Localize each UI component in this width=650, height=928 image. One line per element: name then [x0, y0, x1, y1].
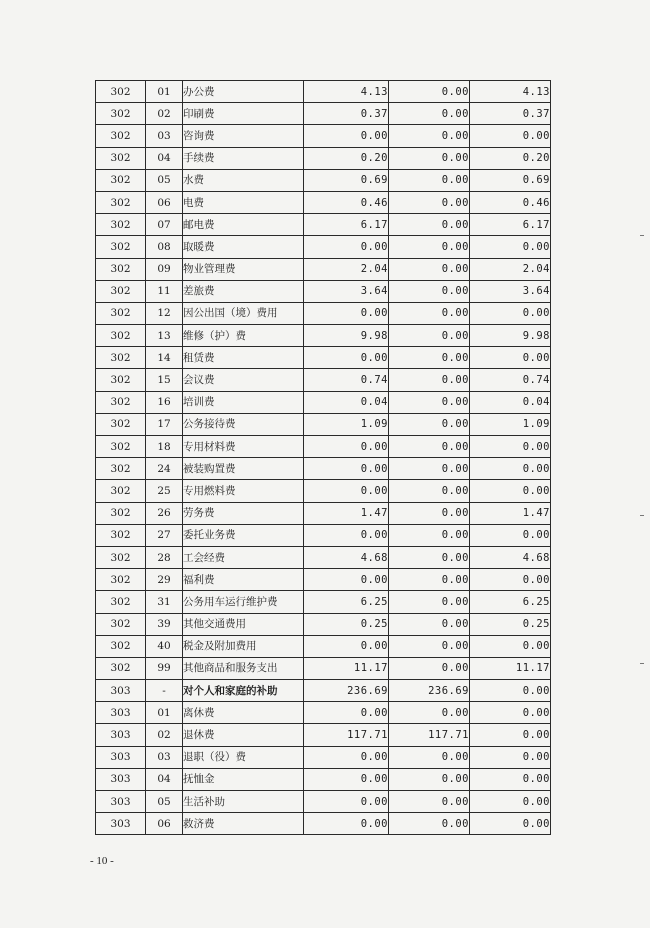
total-amount-cell: 3.64	[304, 280, 389, 302]
project-expenditure-cell: 0.00	[470, 480, 551, 502]
item-code-cell: 17	[146, 413, 183, 435]
total-amount-cell: 9.98	[304, 325, 389, 347]
item-name-cell: 退职（役）费	[183, 746, 304, 768]
project-expenditure-cell: 0.00	[470, 768, 551, 790]
total-amount-cell: 4.68	[304, 546, 389, 568]
project-expenditure-cell: 0.00	[470, 746, 551, 768]
basic-expenditure-cell: 0.00	[389, 746, 470, 768]
margin-tick	[640, 235, 644, 236]
basic-expenditure-cell: 0.00	[389, 302, 470, 324]
class-code-cell: 303	[96, 724, 146, 746]
class-code-cell: 302	[96, 125, 146, 147]
item-name-cell: 水费	[183, 169, 304, 191]
class-code-cell: 302	[96, 258, 146, 280]
total-amount-cell: 0.00	[304, 791, 389, 813]
basic-expenditure-cell: 0.00	[389, 103, 470, 125]
class-code-cell: 302	[96, 214, 146, 236]
total-amount-cell: 6.17	[304, 214, 389, 236]
basic-expenditure-cell: 0.00	[389, 413, 470, 435]
total-amount-cell: 0.00	[304, 702, 389, 724]
basic-expenditure-cell: 0.00	[389, 391, 470, 413]
item-name-cell: 抚恤金	[183, 768, 304, 790]
item-name-cell: 工会经费	[183, 546, 304, 568]
class-code-cell: 302	[96, 635, 146, 657]
project-expenditure-cell: 4.13	[470, 81, 551, 103]
item-name-cell: 退休费	[183, 724, 304, 746]
item-name-cell: 咨询费	[183, 125, 304, 147]
item-code-cell: 16	[146, 391, 183, 413]
project-expenditure-cell: 0.00	[470, 436, 551, 458]
table-row	[96, 635, 551, 657]
project-expenditure-cell: 0.00	[470, 236, 551, 258]
table-row	[96, 436, 551, 458]
item-code-cell: 03	[146, 746, 183, 768]
item-name-cell: 物业管理费	[183, 258, 304, 280]
total-amount-cell: 0.00	[304, 813, 389, 835]
total-amount-cell: 1.09	[304, 413, 389, 435]
item-code-cell: 26	[146, 502, 183, 524]
total-amount-cell: 0.00	[304, 746, 389, 768]
table-row	[96, 768, 551, 790]
project-expenditure-cell: 0.04	[470, 391, 551, 413]
class-code-cell: 302	[96, 591, 146, 613]
class-code-cell: 302	[96, 657, 146, 679]
table-row	[96, 413, 551, 435]
class-code-cell: 302	[96, 347, 146, 369]
table-row	[96, 280, 551, 302]
class-code-cell: 302	[96, 280, 146, 302]
total-amount-cell: 0.00	[304, 347, 389, 369]
table-row	[96, 258, 551, 280]
item-name-cell: 印刷费	[183, 103, 304, 125]
item-name-cell: 维修（护）费	[183, 325, 304, 347]
basic-expenditure-cell: 0.00	[389, 480, 470, 502]
item-name-cell: 对个人和家庭的补助	[183, 680, 304, 702]
page-number: - 10 -	[90, 855, 114, 867]
class-code-cell: 302	[96, 302, 146, 324]
class-code-cell: 303	[96, 680, 146, 702]
table-row	[96, 746, 551, 768]
item-code-cell: 14	[146, 347, 183, 369]
class-code-cell: 302	[96, 413, 146, 435]
item-code-cell: -	[146, 680, 183, 702]
total-amount-cell: 236.69	[304, 680, 389, 702]
project-expenditure-cell: 0.00	[470, 680, 551, 702]
total-amount-cell: 0.00	[304, 125, 389, 147]
total-amount-cell: 2.04	[304, 258, 389, 280]
total-amount-cell: 0.00	[304, 302, 389, 324]
basic-expenditure-cell: 0.00	[389, 191, 470, 213]
table-row	[96, 147, 551, 169]
project-expenditure-cell: 11.17	[470, 657, 551, 679]
item-code-cell: 24	[146, 458, 183, 480]
total-amount-cell: 4.13	[304, 81, 389, 103]
item-name-cell: 离休费	[183, 702, 304, 724]
total-amount-cell: 0.74	[304, 369, 389, 391]
table-body	[96, 81, 551, 835]
item-code-cell: 39	[146, 613, 183, 635]
basic-expenditure-cell: 0.00	[389, 236, 470, 258]
table-row	[96, 702, 551, 724]
item-code-cell: 01	[146, 81, 183, 103]
project-expenditure-cell: 0.00	[470, 347, 551, 369]
basic-expenditure-cell: 0.00	[389, 702, 470, 724]
basic-expenditure-cell: 0.00	[389, 768, 470, 790]
item-name-cell: 差旅费	[183, 280, 304, 302]
basic-expenditure-cell: 0.00	[389, 436, 470, 458]
table-row	[96, 169, 551, 191]
project-expenditure-cell: 0.00	[470, 125, 551, 147]
table-row	[96, 524, 551, 546]
project-expenditure-cell: 0.46	[470, 191, 551, 213]
item-code-cell: 15	[146, 369, 183, 391]
project-expenditure-cell: 0.00	[470, 569, 551, 591]
item-code-cell: 06	[146, 813, 183, 835]
table-row	[96, 325, 551, 347]
table-row	[96, 569, 551, 591]
basic-expenditure-cell: 117.71	[389, 724, 470, 746]
basic-expenditure-cell: 0.00	[389, 125, 470, 147]
basic-expenditure-cell: 0.00	[389, 169, 470, 191]
class-code-cell: 303	[96, 746, 146, 768]
basic-expenditure-cell: 236.69	[389, 680, 470, 702]
total-amount-cell: 0.00	[304, 480, 389, 502]
project-expenditure-cell: 0.00	[470, 813, 551, 835]
table-row	[96, 458, 551, 480]
project-expenditure-cell: 0.00	[470, 635, 551, 657]
class-code-cell: 302	[96, 480, 146, 502]
basic-expenditure-cell: 0.00	[389, 214, 470, 236]
project-expenditure-cell: 4.68	[470, 546, 551, 568]
table-row	[96, 369, 551, 391]
project-expenditure-cell: 0.25	[470, 613, 551, 635]
total-amount-cell: 0.04	[304, 391, 389, 413]
item-code-cell: 04	[146, 768, 183, 790]
basic-expenditure-cell: 0.00	[389, 458, 470, 480]
table-row	[96, 791, 551, 813]
table-row	[96, 302, 551, 324]
item-code-cell: 12	[146, 302, 183, 324]
total-amount-cell: 0.37	[304, 103, 389, 125]
item-name-cell: 专用材料费	[183, 436, 304, 458]
item-name-cell: 福利费	[183, 569, 304, 591]
class-code-cell: 302	[96, 391, 146, 413]
item-name-cell: 专用燃料费	[183, 480, 304, 502]
class-code-cell: 303	[96, 813, 146, 835]
project-expenditure-cell: 1.47	[470, 502, 551, 524]
item-code-cell: 09	[146, 258, 183, 280]
item-code-cell: 99	[146, 657, 183, 679]
project-expenditure-cell: 0.00	[470, 524, 551, 546]
item-name-cell: 其他交通费用	[183, 613, 304, 635]
item-code-cell: 13	[146, 325, 183, 347]
basic-expenditure-cell: 0.00	[389, 347, 470, 369]
total-amount-cell: 1.47	[304, 502, 389, 524]
class-code-cell: 302	[96, 81, 146, 103]
class-code-cell: 303	[96, 702, 146, 724]
basic-expenditure-cell: 0.00	[389, 613, 470, 635]
project-expenditure-cell: 9.98	[470, 325, 551, 347]
item-name-cell: 税金及附加费用	[183, 635, 304, 657]
project-expenditure-cell: 2.04	[470, 258, 551, 280]
class-code-cell: 302	[96, 169, 146, 191]
item-code-cell: 07	[146, 214, 183, 236]
total-amount-cell: 11.17	[304, 657, 389, 679]
item-name-cell: 培训费	[183, 391, 304, 413]
item-name-cell: 手续费	[183, 147, 304, 169]
basic-expenditure-cell: 0.00	[389, 147, 470, 169]
total-amount-cell: 0.00	[304, 236, 389, 258]
project-expenditure-cell: 3.64	[470, 280, 551, 302]
class-code-cell: 302	[96, 546, 146, 568]
item-code-cell: 04	[146, 147, 183, 169]
class-code-cell: 303	[96, 768, 146, 790]
table-row	[96, 680, 551, 702]
total-amount-cell: 0.25	[304, 613, 389, 635]
basic-expenditure-cell: 0.00	[389, 258, 470, 280]
table-row	[96, 103, 551, 125]
project-expenditure-cell: 0.00	[470, 302, 551, 324]
item-name-cell: 电费	[183, 191, 304, 213]
basic-expenditure-cell: 0.00	[389, 569, 470, 591]
total-amount-cell: 0.00	[304, 524, 389, 546]
table-row	[96, 214, 551, 236]
basic-expenditure-cell: 0.00	[389, 81, 470, 103]
total-amount-cell: 0.00	[304, 569, 389, 591]
basic-expenditure-cell: 0.00	[389, 502, 470, 524]
total-amount-cell: 0.20	[304, 147, 389, 169]
item-code-cell: 27	[146, 524, 183, 546]
project-expenditure-cell: 0.20	[470, 147, 551, 169]
table-row	[96, 125, 551, 147]
project-expenditure-cell: 0.00	[470, 791, 551, 813]
item-code-cell: 02	[146, 724, 183, 746]
item-code-cell: 29	[146, 569, 183, 591]
item-name-cell: 被装购置费	[183, 458, 304, 480]
total-amount-cell: 0.00	[304, 436, 389, 458]
table-row	[96, 191, 551, 213]
table-row	[96, 236, 551, 258]
margin-tick	[640, 515, 644, 516]
total-amount-cell: 0.00	[304, 768, 389, 790]
item-name-cell: 委托业务费	[183, 524, 304, 546]
item-name-cell: 因公出国（境）费用	[183, 302, 304, 324]
project-expenditure-cell: 0.69	[470, 169, 551, 191]
basic-expenditure-cell: 0.00	[389, 657, 470, 679]
item-code-cell: 02	[146, 103, 183, 125]
basic-expenditure-cell: 0.00	[389, 369, 470, 391]
class-code-cell: 302	[96, 147, 146, 169]
project-expenditure-cell: 0.00	[470, 724, 551, 746]
item-name-cell: 办公费	[183, 81, 304, 103]
margin-tick	[640, 663, 644, 664]
total-amount-cell: 0.00	[304, 635, 389, 657]
class-code-cell: 302	[96, 569, 146, 591]
table-row	[96, 591, 551, 613]
project-expenditure-cell: 0.37	[470, 103, 551, 125]
item-code-cell: 08	[146, 236, 183, 258]
item-code-cell: 03	[146, 125, 183, 147]
item-name-cell: 公务用车运行维护费	[183, 591, 304, 613]
table-row	[96, 391, 551, 413]
basic-expenditure-cell: 0.00	[389, 546, 470, 568]
basic-expenditure-cell: 0.00	[389, 813, 470, 835]
item-code-cell: 01	[146, 702, 183, 724]
item-code-cell: 28	[146, 546, 183, 568]
table-row	[96, 546, 551, 568]
item-code-cell: 11	[146, 280, 183, 302]
budget-expenditure-table	[95, 80, 551, 835]
item-code-cell: 05	[146, 169, 183, 191]
class-code-cell: 302	[96, 191, 146, 213]
total-amount-cell: 117.71	[304, 724, 389, 746]
total-amount-cell: 0.00	[304, 458, 389, 480]
item-name-cell: 租赁费	[183, 347, 304, 369]
item-code-cell: 25	[146, 480, 183, 502]
class-code-cell: 302	[96, 436, 146, 458]
table-row	[96, 813, 551, 835]
item-code-cell: 31	[146, 591, 183, 613]
table-row	[96, 347, 551, 369]
item-code-cell: 40	[146, 635, 183, 657]
class-code-cell: 302	[96, 325, 146, 347]
total-amount-cell: 0.46	[304, 191, 389, 213]
class-code-cell: 302	[96, 458, 146, 480]
item-name-cell: 会议费	[183, 369, 304, 391]
item-name-cell: 公务接待费	[183, 413, 304, 435]
basic-expenditure-cell: 0.00	[389, 791, 470, 813]
basic-expenditure-cell: 0.00	[389, 591, 470, 613]
class-code-cell: 302	[96, 103, 146, 125]
table-row	[96, 480, 551, 502]
class-code-cell: 302	[96, 236, 146, 258]
basic-expenditure-cell: 0.00	[389, 524, 470, 546]
class-code-cell: 302	[96, 524, 146, 546]
basic-expenditure-cell: 0.00	[389, 635, 470, 657]
project-expenditure-cell: 1.09	[470, 413, 551, 435]
class-code-cell: 302	[96, 613, 146, 635]
item-code-cell: 18	[146, 436, 183, 458]
project-expenditure-cell: 0.00	[470, 702, 551, 724]
class-code-cell: 302	[96, 502, 146, 524]
basic-expenditure-cell: 0.00	[389, 280, 470, 302]
item-name-cell: 劳务费	[183, 502, 304, 524]
item-name-cell: 取暖费	[183, 236, 304, 258]
basic-expenditure-cell: 0.00	[389, 325, 470, 347]
total-amount-cell: 6.25	[304, 591, 389, 613]
item-name-cell: 生活补助	[183, 791, 304, 813]
table-row	[96, 81, 551, 103]
item-code-cell: 05	[146, 791, 183, 813]
item-name-cell: 救济费	[183, 813, 304, 835]
item-code-cell: 06	[146, 191, 183, 213]
class-code-cell: 302	[96, 369, 146, 391]
table-row	[96, 613, 551, 635]
total-amount-cell: 0.69	[304, 169, 389, 191]
table-row	[96, 502, 551, 524]
item-name-cell: 邮电费	[183, 214, 304, 236]
project-expenditure-cell: 0.74	[470, 369, 551, 391]
item-name-cell: 其他商品和服务支出	[183, 657, 304, 679]
class-code-cell: 303	[96, 791, 146, 813]
table-row	[96, 724, 551, 746]
project-expenditure-cell: 6.17	[470, 214, 551, 236]
table-row	[96, 657, 551, 679]
project-expenditure-cell: 0.00	[470, 458, 551, 480]
project-expenditure-cell: 6.25	[470, 591, 551, 613]
